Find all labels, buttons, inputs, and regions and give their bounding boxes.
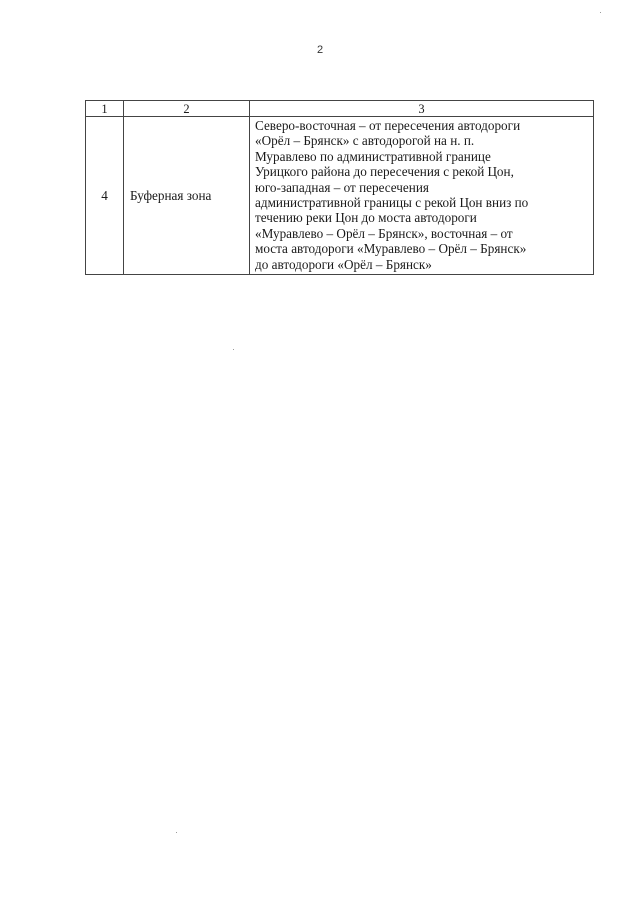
page-number: 2 xyxy=(316,44,324,56)
table-header-row xyxy=(86,101,594,117)
zone-name: Буферная зона xyxy=(124,117,250,275)
description-line: Северо-восточная – от пересечения автодороги xyxy=(255,118,521,133)
scan-speck xyxy=(176,832,177,833)
zone-description xyxy=(250,117,594,275)
description-line: течению реки Цон до моста автодороги xyxy=(255,210,477,226)
column-header-3: 3 xyxy=(250,101,594,117)
description-line: административной границы с рекой Цон вниз по xyxy=(255,195,529,211)
zones-table xyxy=(85,100,594,275)
table-row xyxy=(86,117,594,275)
description-line: моста автодороги «Муравлево – Орёл – Брянск» xyxy=(255,241,527,257)
row-number: 4 xyxy=(86,117,124,275)
scan-speck xyxy=(233,349,234,350)
description-line: до автодороги «Орёл – Брянск» xyxy=(255,256,432,272)
description-line: Муравлево по административной границе xyxy=(255,148,491,164)
column-header-1: 1 xyxy=(86,101,124,117)
description-line: Урицкого района до пересечения с рекой Цон, xyxy=(255,164,514,180)
scan-speck xyxy=(600,12,601,13)
description-line: «Муравлево – Орёл – Брянск», восточная – от xyxy=(255,225,513,241)
column-header-2: 2 xyxy=(124,101,250,117)
description-line: «Орёл – Брянск» с автодорогой на н. п. xyxy=(255,133,475,149)
description-line: юго-западная – от пересечения xyxy=(255,179,429,195)
